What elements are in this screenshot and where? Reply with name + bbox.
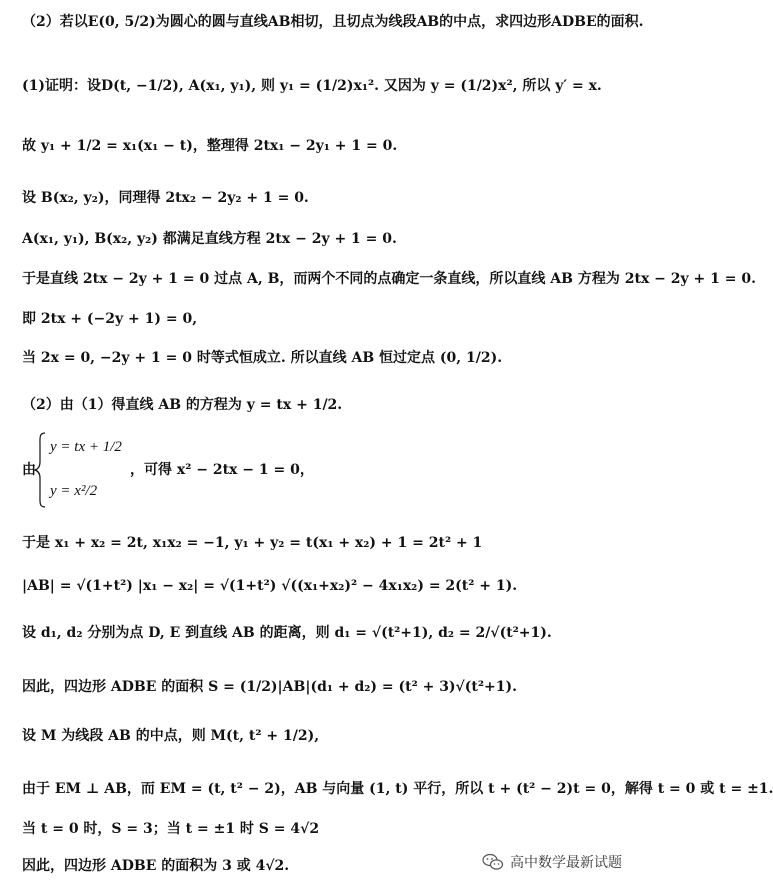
step-point-b: 设 B(x₂, y₂)，同理得 2tx₂ − 2y₂ + 1 = 0. (22, 190, 309, 206)
system-result: ，可得 x² − 2tx − 1 = 0， (130, 462, 314, 478)
step-fixed-point: 当 2x = 0, −2y + 1 = 0 时等式恒成立. 所以直线 AB 恒过定点 (0, 1/2). (22, 350, 503, 366)
step-tangent: 故 y₁ + 1/2 = x₁(x₁ − t)，整理得 2tx₁ − 2y₁ + 1 = 0. (22, 138, 398, 154)
system-eq1: y = tx + 1/2 (50, 439, 122, 455)
step-both-points: A(x₁, y₁), B(x₂, y₂) 都满足直线方程 2tx − 2y + 1 = 0. (22, 231, 397, 247)
step-rewrite: 即 2tx + (−2y + 1) = 0, (22, 311, 198, 327)
step-vieta: 于是 x₁ + x₂ = 2t, x₁x₂ = −1, y₁ + y₂ = t(x₁ + x₂) + 1 = 2t² + 1 (22, 535, 483, 551)
step-distances: 设 d₁, d₂ 分别为点 D, E 到直线 AB 的距离，则 d₁ = √(t²+1), d₂ = 2/√(t²+1). (22, 625, 552, 641)
equation-system (22, 430, 314, 512)
left-brace-icon (34, 432, 46, 508)
proof-intro: (1)证明：设D(t, −1/2), A(x₁, y₁), 则 y₁ = (1/2)x₁². 又因为 y = (1/2)x², 所以 y′ = x. (22, 78, 602, 94)
wechat-icon (482, 853, 504, 871)
step-perpendicular: 由于 EM ⊥ AB，而 EM = (t, t² − 2)，AB 与向量 (1, t) 平行，所以 t + (t² − 2)t = 0，解得 t = 0 或 t = ±1. (22, 781, 773, 797)
step-area-formula: 因此，四边形 ADBE 的面积 S = (1/2)|AB|(d₁ + d₂) = (t² + 3)√(t²+1). (22, 679, 517, 695)
step-midpoint: 设 M 为线段 AB 的中点，则 M(t, t² + 1/2), (22, 728, 320, 744)
problem-part2: （2）若以E(0, 5/2)为圆心的圆与直线AB相切，且切点为线段AB的中点，求四边形ADBE的面积. (22, 14, 644, 30)
step-cases: 当 t = 0 时，S = 3；当 t = ±1 时 S = 4√2 (22, 821, 320, 837)
step-line-ab: 于是直线 2tx − 2y + 1 = 0 过点 A, B，而两个不同的点确定一条直线，所以直线 AB 方程为 2tx − 2y + 1 = 0. (22, 271, 756, 287)
system-prefix: 由 (22, 462, 36, 478)
watermark (482, 852, 622, 872)
step-chord-length: |AB| = √(1+t²) |x₁ − x₂| = √(1+t²) √((x₁+x₂)² − 4x₁x₂) = 2(t² + 1). (22, 578, 518, 594)
watermark-text: 高中数学最新试题 (510, 855, 622, 871)
system-eq2: y = x²/2 (50, 483, 98, 499)
part2-line-eq: （2）由（1）得直线 AB 的方程为 y = tx + 1/2. (22, 397, 343, 413)
conclusion: 因此，四边形 ADBE 的面积为 3 或 4√2. (22, 858, 290, 874)
